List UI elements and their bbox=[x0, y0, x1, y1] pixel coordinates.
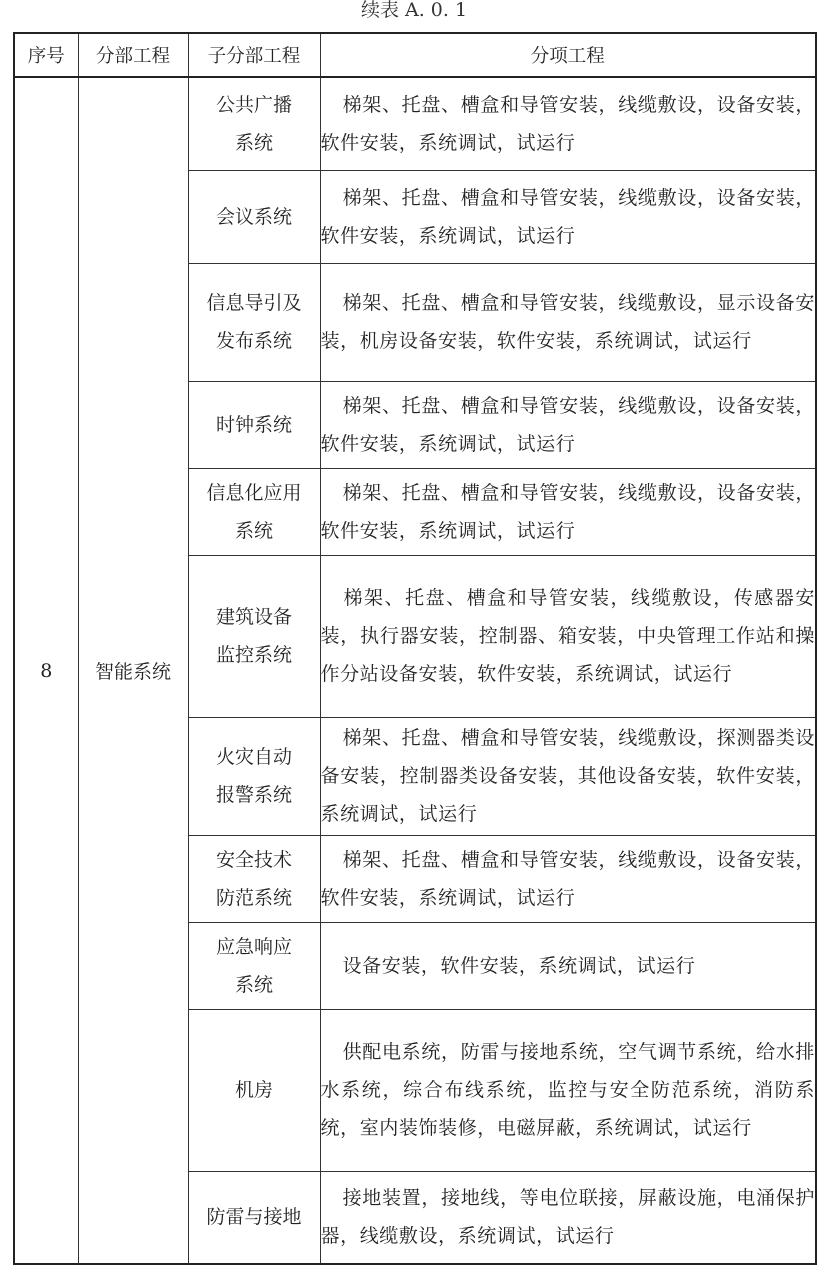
cell-sub-division bbox=[188, 1009, 320, 1171]
header-seq: 序号 bbox=[14, 33, 78, 77]
cell-sub-division bbox=[188, 263, 320, 381]
cell-sub-division bbox=[188, 381, 320, 468]
cell-items bbox=[320, 1009, 816, 1171]
items-text: 梯架、托盘、槽盒和导管安装，线缆敷设，探测器类设备安装，控制器类设备安装，其他设备安装，软件安装，系统调试，试运行 bbox=[320, 727, 815, 825]
cell-items bbox=[320, 555, 816, 717]
sub-division-line: 系统 bbox=[234, 131, 273, 154]
cell-items bbox=[320, 1171, 816, 1264]
cell-sub-division bbox=[188, 835, 320, 922]
sub-division-line: 火灾自动 bbox=[215, 746, 292, 768]
sub-division-line: 防雷与接地 bbox=[206, 1206, 302, 1229]
items-text: 梯架、托盘、槽盒和导管安装，线缆敷设，设备安装，软件安装，系统调试，试运行 bbox=[320, 394, 815, 455]
header-items: 分项工程 bbox=[320, 33, 816, 77]
sub-division-line: 公共广播 bbox=[215, 93, 292, 116]
cell-sub-division bbox=[188, 468, 320, 555]
cell-items bbox=[320, 468, 816, 555]
cell-items bbox=[320, 717, 816, 835]
cell-items bbox=[320, 922, 816, 1009]
sub-division-line: 建筑设备 bbox=[215, 606, 292, 628]
table-body bbox=[14, 77, 816, 1264]
cell-sub-division bbox=[188, 1171, 320, 1264]
cell-sub-division bbox=[188, 170, 320, 263]
sub-division-line: 监控系统 bbox=[215, 644, 292, 666]
cell-sub-division bbox=[188, 77, 320, 170]
table-row bbox=[14, 77, 816, 170]
items-text: 梯架、托盘、槽盒和导管安装，线缆敷设，设备安装，软件安装，系统调试，试运行 bbox=[320, 93, 815, 154]
items-text: 供配电系统，防雷与接地系统，空气调节系统，给水排水系统，综合布线系统，监控与安全防范系统，消防系统，室内装饰装修，电磁屏蔽，系统调试，试运行 bbox=[320, 1041, 815, 1139]
header-sub-division: 子分部工程 bbox=[188, 33, 320, 77]
sub-division-line: 应急响应 bbox=[215, 935, 292, 958]
items-text: 梯架、托盘、槽盒和导管安装，线缆敷设，设备安装，软件安装，系统调试，试运行 bbox=[320, 481, 815, 542]
cell-items bbox=[320, 381, 816, 468]
header-division: 分部工程 bbox=[78, 33, 188, 77]
cell-items bbox=[320, 263, 816, 381]
sub-division-line: 机房 bbox=[234, 1079, 273, 1101]
items-text: 梯架、托盘、槽盒和导管安装，线缆敷设，显示设备安装，机房设备安装，软件安装，系统调试，试运行 bbox=[320, 292, 815, 352]
cell-sub-division bbox=[188, 717, 320, 835]
items-text: 设备安装，软件安装，系统调试，试运行 bbox=[342, 954, 696, 977]
items-text: 梯架、托盘、槽盒和导管安装，线缆敷设，设备安装，软件安装，系统调试，试运行 bbox=[320, 186, 815, 247]
sub-division-line: 信息导引及 bbox=[206, 292, 302, 314]
construction-items-table bbox=[13, 32, 817, 1265]
cell-sub-division bbox=[188, 922, 320, 1009]
sub-division-line: 发布系统 bbox=[215, 330, 292, 352]
sub-division-line: 系统 bbox=[234, 519, 273, 542]
items-text: 梯架、托盘、槽盒和导管安装，线缆敷设，设备安装，软件安装，系统调试，试运行 bbox=[320, 848, 815, 909]
sub-division-line: 安全技术 bbox=[215, 848, 292, 871]
sub-division-line: 信息化应用 bbox=[206, 481, 302, 504]
table-caption: 续表 A. 0. 1 bbox=[360, 0, 468, 21]
sub-division-line: 报警系统 bbox=[215, 784, 292, 806]
cell-sub-division bbox=[188, 555, 320, 717]
cell-seq: 8 bbox=[14, 77, 78, 1264]
cell-items bbox=[320, 170, 816, 263]
cell-division: 智能系统 bbox=[78, 77, 188, 1264]
cell-items bbox=[320, 77, 816, 170]
sub-division-line: 防范系统 bbox=[215, 886, 292, 909]
items-text: 接地装置，接地线，等电位联接，屏蔽设施，电涌保护器，线缆敷设，系统调试，试运行 bbox=[320, 1187, 815, 1248]
sub-division-line: 时钟系统 bbox=[215, 413, 292, 436]
cell-items bbox=[320, 835, 816, 922]
sub-division-line: 会议系统 bbox=[215, 205, 292, 228]
sub-division-line: 系统 bbox=[234, 973, 273, 996]
table-header-row bbox=[14, 33, 816, 77]
items-text: 梯架、托盘、槽盒和导管安装，线缆敷设，传感器安装，执行器安装，控制器、箱安装，中央管理工作站和操作分站设备安装，软件安装，系统调试，试运行 bbox=[320, 587, 815, 685]
